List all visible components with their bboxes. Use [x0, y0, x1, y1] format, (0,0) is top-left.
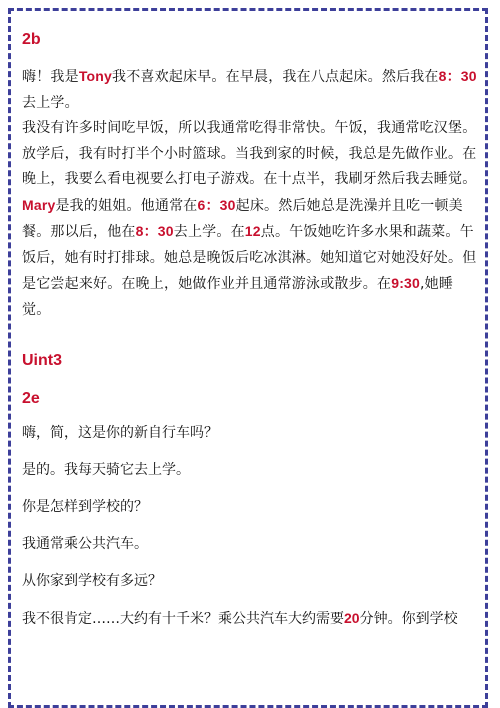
- highlight-time: 8：30: [438, 68, 477, 84]
- text-run: 起床。然后她总是洗澡并且吃一顿美餐。那以后，他在: [22, 197, 463, 240]
- highlight-number: 20: [344, 610, 360, 626]
- text-run: 点。午饭她吃许多水果和蔬菜。午饭后，她有时打排球。她总是晚饭后吃冰淇淋。她知道它对她没好处。但是它尝起来好。在晚上，她做作业并且通常游泳或散步。在: [22, 224, 477, 292]
- highlight-number: 12: [244, 223, 261, 239]
- text-run: 嗨！我是: [22, 69, 79, 85]
- text-run: 我不喜欢起床早。在早晨，我在八点起床。然后我在: [112, 69, 439, 85]
- paragraph-mary: [22, 193, 477, 324]
- dialogue-line: 从你家到学校有多远？: [22, 573, 162, 589]
- dialogue-line: 你是怎样到学校的？: [22, 499, 148, 515]
- section-heading-2b: 2b: [22, 31, 41, 48]
- highlight-name-mary: Mary: [22, 196, 56, 213]
- highlight-name-tony: Tony: [78, 68, 113, 84]
- text-run: ,她睡觉。: [22, 276, 454, 318]
- dialogue-line: 是的。我每天骑它去上学。: [22, 462, 190, 478]
- highlight-time: 8：30: [135, 223, 174, 239]
- paragraph-tony-day: 我没有许多时间吃早饭，所以我通常吃得非常快。午饭，我通常吃汉堡。放学后，我有时打半个小时篮球。当我到家的时候，我总是先做作业。在晚上，我要么看电视要么打电子游戏。在十点半，我刷牙然后我去睡觉。: [22, 120, 477, 187]
- text-run: 去上学。在: [173, 224, 245, 240]
- highlight-time: 9:30: [391, 275, 421, 291]
- highlight-time: 6：30: [197, 196, 236, 213]
- document-content: [22, 30, 477, 644]
- section-heading-2e: 2e: [22, 390, 40, 407]
- text-run: 是我的姐姐。他通常在: [55, 197, 198, 214]
- text-run: 分钟。你到学校: [359, 611, 458, 627]
- unit-heading: Uint3: [22, 352, 62, 369]
- dialogue-line: 嗨，简，这是你的新自行车吗？: [22, 425, 218, 441]
- text-run: 去上学。: [22, 94, 79, 111]
- dialogue-line: [22, 606, 477, 632]
- dialogue-line: 我通常乘公共汽车。: [22, 536, 148, 552]
- text-run: 我不很肯定……大约有十千米？乘公共汽车大约需要: [22, 611, 344, 627]
- paragraph-tony: [22, 64, 477, 116]
